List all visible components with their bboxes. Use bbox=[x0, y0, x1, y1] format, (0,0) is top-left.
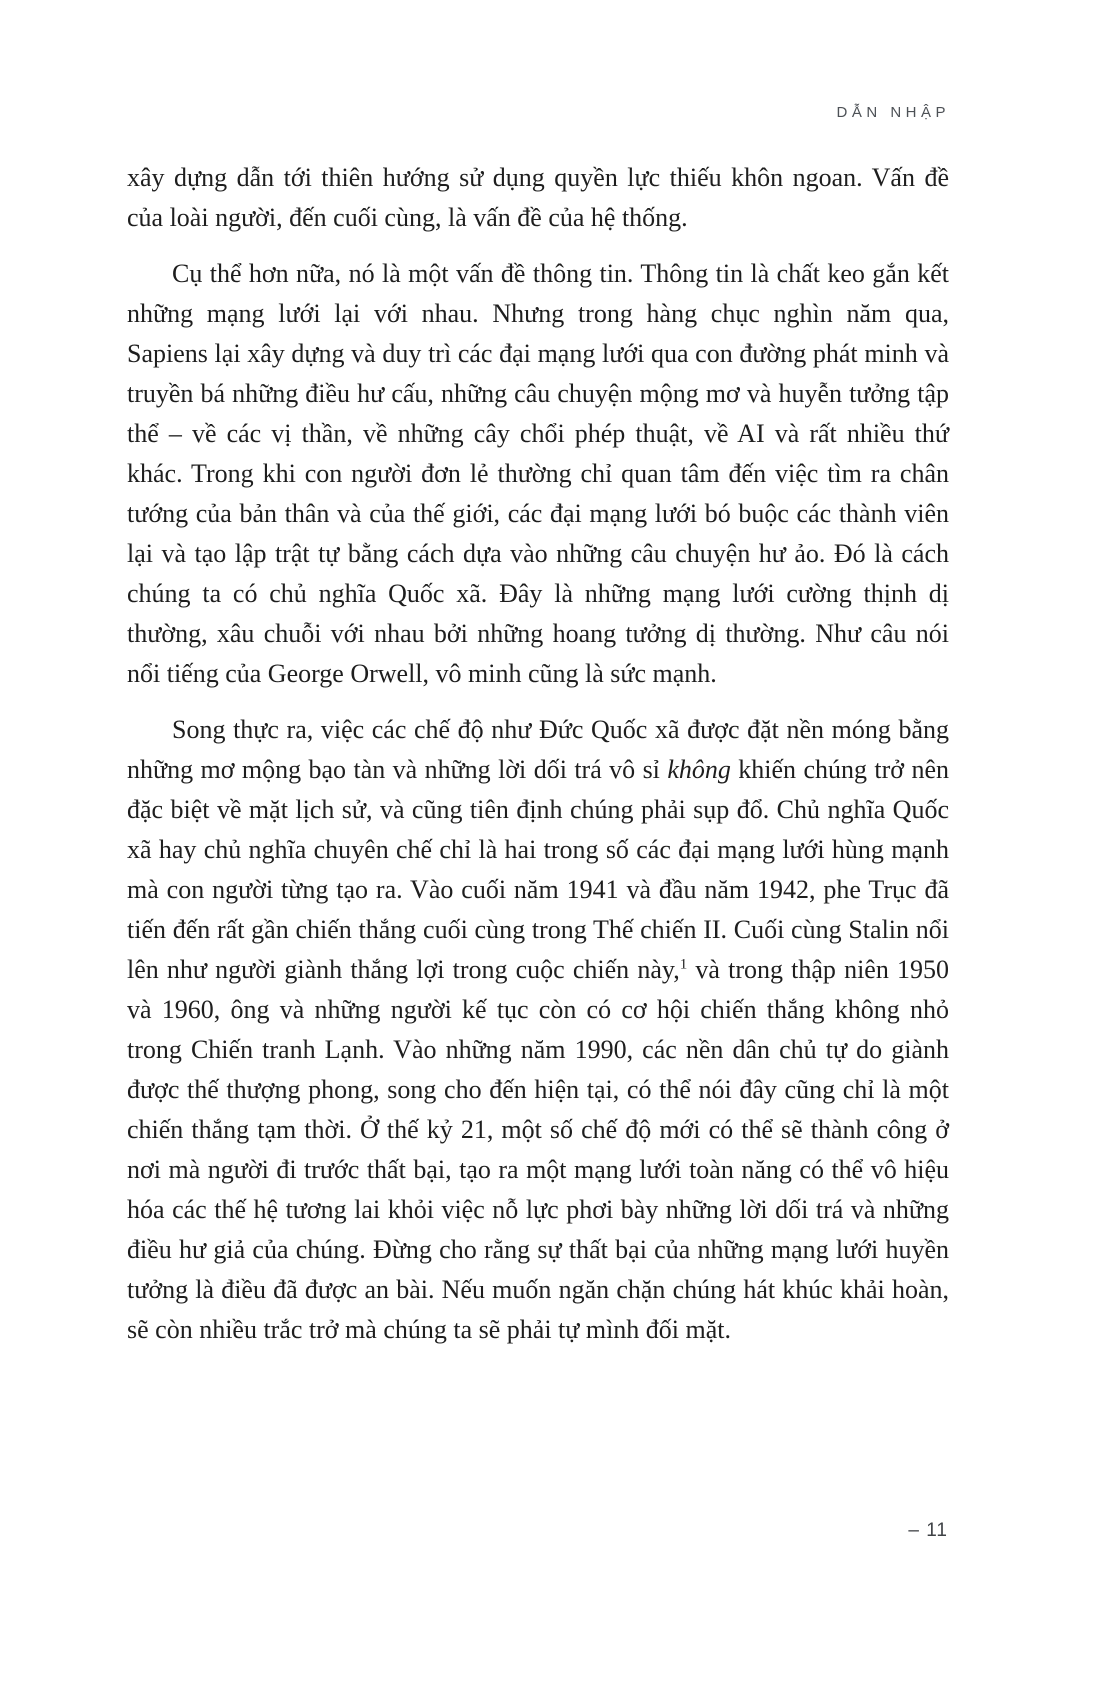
paragraph-regimes-text-1: Song thực ra, việc các chế độ như Đức Quốc xã được đặt nền móng bằng những mơ mộng bạo tàn và những lời dối trá vô sỉ bbox=[127, 715, 949, 784]
paragraph-information: Cụ thể hơn nữa, nó là một vấn đề thông tin. Thông tin là chất keo gắn kết những mạng lưới lại với nhau. Nhưng trong hàng chục nghìn năm qua, Sapiens lại xây dựng và duy trì các đại mạng lưới qua con đường phát minh và truyền bá những điều hư cấu, những câu chuyện mộng mơ và huyễn tưởng tập thể – về các vị thần, về những cây chổi phép thuật, về AI và rất nhiều thứ khác. Trong khi con người đơn lẻ thường chỉ quan tâm đến việc tìm ra chân tướng của bản thân và của thế giới, các đại mạng lưới bó buộc các thành viên lại và tạo lập trật tự bằng cách dựa vào những câu chuyện hư ảo. Đó là cách chúng ta có chủ nghĩa Quốc xã. Đây là những mạng lưới cường thịnh dị thường, xâu chuỗi với nhau bởi những hoang tưởng dị thường. Như câu nói nổi tiếng của George Orwell, vô minh cũng là sức mạnh. bbox=[127, 259, 949, 688]
paragraph-continuation: xây dựng dẫn tới thiên hướng sử dụng quyền lực thiếu khôn ngoan. Vấn đề của loài người, đến cuối cùng, là vấn đề của hệ thống. bbox=[127, 163, 949, 232]
body-text-block bbox=[127, 158, 949, 1350]
paragraph-regimes bbox=[127, 710, 949, 1350]
footnote-marker-1: 1 bbox=[679, 956, 688, 973]
paragraph-regimes-text-3: và trong thập niên 1950 và 1960, ông và những người kế tục còn có cơ hội chiến thắng không nhỏ trong Chiến tranh Lạnh. Vào những năm 1990, các nền dân chủ tự do giành được thế thượng phong, song cho đến hiện tại, có thể nói đây cũng chỉ là một chiến thắng tạm thời. Ở thế kỷ 21, một số chế độ mới có thể sẽ thành công ở nơi mà người đi trước thất bại, tạo ra một mạng lưới toàn năng có thể vô hiệu hóa các thế hệ tương lai khỏi việc nỗ lực phơi bày những lời dối trá và những điều hư giả của chúng. Đừng cho rằng sự thất bại của những mạng lưới huyền tưởng là điều đã được an bài. Nếu muốn ngăn chặn chúng hát khúc khải hoàn, sẽ còn nhiều trắc trở mà chúng ta sẽ phải tự mình đối mặt. bbox=[127, 955, 949, 1344]
paragraph-regimes-text-2: khiến chúng trở nên đặc biệt về mặt lịch sử, và cũng tiên định chúng phải sụp đổ. Chủ nghĩa Quốc xã hay chủ nghĩa chuyên chế chỉ là hai trong số các đại mạng lưới hùng mạnh mà con người từng tạo ra. Vào cuối năm 1941 và đầu năm 1942, phe Trục đã tiến đến rất gần chiến thắng cuối cùng trong Thế chiến II. Cuối cùng Stalin nổi lên như người giành thắng lợi trong cuộc chiến này, bbox=[127, 755, 949, 984]
paragraph-regimes-italic-word: không bbox=[667, 755, 731, 784]
page-number: – 11 bbox=[908, 1520, 948, 1541]
running-header: DẪN NHẬP bbox=[836, 104, 950, 121]
